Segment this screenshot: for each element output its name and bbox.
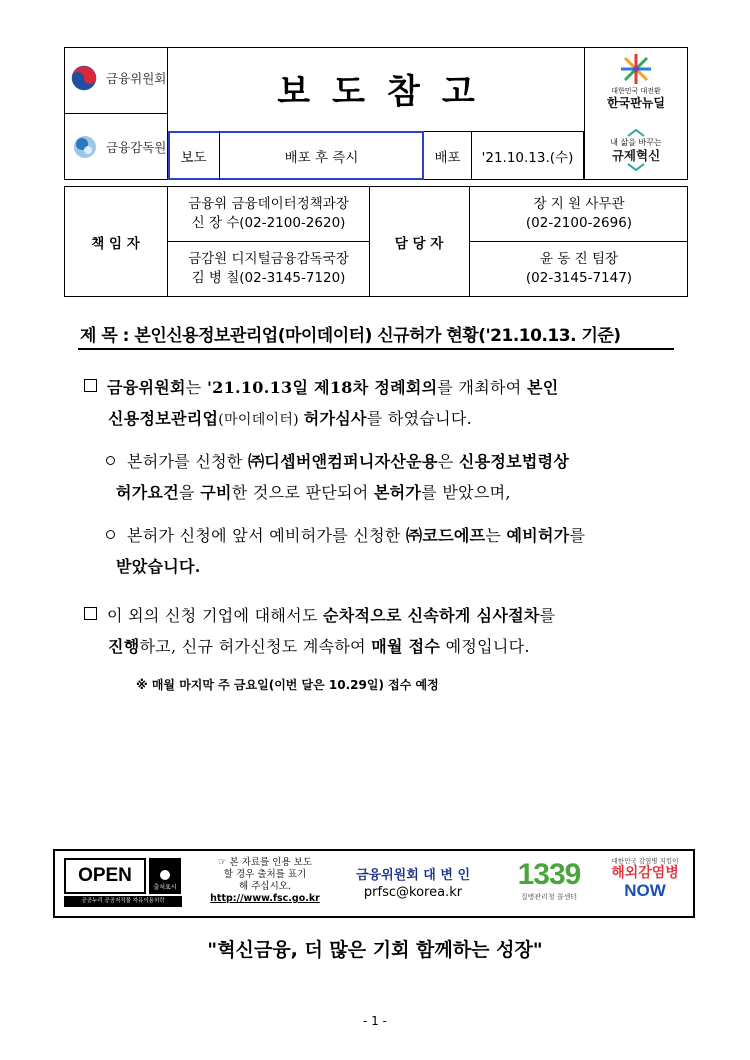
text: 를 받았으며,	[421, 483, 511, 502]
circle-bullet-icon	[106, 530, 115, 539]
text: 를 하였습니다.	[366, 409, 473, 428]
spokesman	[338, 864, 488, 900]
text: 하고, 신규 허가신청도 계속하여	[139, 637, 372, 656]
square-bullet-icon	[84, 379, 97, 392]
responsible-1	[168, 188, 369, 240]
bullet-1-line-1	[104, 446, 684, 477]
text-strong: 진행	[108, 637, 140, 656]
source-notice	[200, 857, 330, 905]
fss-logo-icon	[72, 134, 98, 160]
regulation-logo	[586, 128, 686, 178]
page-number: - 1 -	[363, 1014, 387, 1028]
new-deal-main: 한국판뉴딜	[607, 96, 665, 110]
text: 은	[437, 452, 459, 471]
overseas-main: 해외감염병	[611, 865, 679, 881]
open-sub: 공공누리 공공저작물 자유이용허락	[64, 896, 182, 907]
text-strong: 금융위원회	[107, 378, 186, 397]
circle-bullet-icon	[106, 456, 115, 465]
manager-label: 담 당 자	[394, 235, 444, 252]
source-line-3: 해 주십시오.	[239, 881, 291, 892]
bullet-2-line-1	[104, 520, 684, 551]
responsible-2-title: 금감원 디지털금융감독국장	[188, 251, 349, 267]
report-value: 배포 후 즉시	[284, 149, 359, 166]
open-logo	[64, 858, 184, 908]
bullet-2-line-2	[104, 551, 684, 582]
text: 를	[569, 526, 586, 545]
text-strong: 매월 접수	[371, 637, 441, 656]
divider	[64, 113, 168, 114]
text: 이 외의 신청 기업에 대해서도	[107, 606, 324, 625]
open-badge-label: 출처표시	[153, 884, 177, 891]
spokesman-label: 금융위원회 대 변 인	[355, 868, 471, 883]
manager-1-name: 장 지 원 사무관	[533, 196, 625, 212]
subject-underline	[78, 348, 674, 350]
text: 본허가 신청에 앞서 예비허가를 신청한	[127, 526, 407, 545]
paragraph-1-line-2	[84, 403, 684, 436]
text: (마이데이터)	[218, 412, 304, 428]
overseas-top: 대한민국 감염병 지킴이	[611, 857, 679, 865]
new-deal-star-icon	[619, 52, 653, 86]
text-strong: 신용정보법령상	[458, 452, 570, 471]
report-label: 보도	[180, 149, 207, 166]
regulation-main: 규제혁신	[611, 148, 661, 163]
text-strong: '21.10.13일 제18차 정례회의	[206, 378, 438, 397]
taegeuk-icon	[70, 64, 98, 92]
subject: 제 목 : 본인신용정보관리업(마이데이터) 신규허가 현황('21.10.13. 기준)	[80, 326, 621, 346]
new-deal-small: 대한민국 대전환	[611, 87, 661, 95]
hotline-logo	[505, 858, 593, 902]
manager-2	[470, 243, 688, 295]
text-strong: 신용정보관리업	[108, 409, 219, 428]
responsible-label: 책 임 자	[91, 235, 140, 252]
overseas-logo	[600, 856, 690, 900]
text: 본허가를 신청한	[127, 452, 249, 471]
org-fss-label: 금융감독원	[106, 140, 167, 155]
paragraph-1	[84, 372, 684, 436]
page-title: 보도참고	[277, 71, 497, 112]
distribute-value: '21.10.13.(수)	[481, 149, 574, 166]
text: 를 개최하여	[437, 378, 527, 397]
source-link[interactable]: http://www.fsc.go.kr	[210, 893, 320, 904]
manager-2-phone: (02-3145-7147)	[525, 270, 633, 286]
source-line-2: 할 경우 출처를 표기	[223, 869, 307, 880]
person-icon	[160, 870, 170, 880]
manager-1-phone: (02-2100-2696)	[525, 215, 633, 231]
overseas-now: NOW	[624, 881, 666, 900]
text-strong: 구비	[200, 483, 232, 502]
spokesman-email[interactable]: prfsc@korea.kr	[363, 885, 463, 900]
distribute-label: 배포	[434, 149, 461, 166]
open-logo-text: OPEN	[78, 865, 132, 886]
text-strong: 순차적으로 신속하게 심사절차	[323, 606, 540, 625]
bullet-1-line-2	[104, 477, 684, 508]
text-strong: 본인	[526, 378, 559, 397]
bullet-2	[104, 520, 684, 582]
text: 는	[185, 378, 207, 397]
manager-2-name: 윤 동 진 팀장	[539, 251, 619, 267]
responsible-1-title: 금융위 금융데이터정책과장	[188, 196, 349, 212]
text-strong: 받았습니다.	[116, 557, 201, 576]
open-badge	[149, 858, 181, 894]
regulation-arrow-icon	[626, 128, 646, 137]
note: ※ 매월 마지막 주 금요일(이번 달은 10.29일) 접수 예정	[136, 678, 439, 692]
text: 예정입니다.	[440, 637, 530, 656]
paragraph-1-line-1	[84, 372, 684, 403]
slogan: "혁신금융, 더 많은 기회 함께하는 성장"	[207, 938, 543, 961]
regulation-arrow-down-icon	[626, 163, 646, 171]
responsible-2-name: 김 병 칠(02-3145-7120)	[191, 270, 346, 286]
responsible-2	[168, 243, 369, 295]
square-bullet-icon	[84, 607, 97, 620]
text-strong: 본허가	[373, 483, 422, 502]
hotline-number: 1339	[517, 858, 581, 891]
new-deal-logo	[586, 50, 686, 116]
paragraph-2-line-2	[84, 631, 684, 662]
text-strong: ㈜디셉버앤컴퍼니자산운용	[248, 452, 438, 471]
paragraph-2-line-1	[84, 600, 684, 631]
text-strong: 예비허가	[506, 526, 570, 545]
open-logo-box	[64, 858, 146, 894]
text: 을	[179, 483, 201, 502]
text: 를	[539, 606, 556, 625]
text-strong: 허가요건	[116, 483, 180, 502]
text-strong: ㈜코드에프	[406, 526, 486, 545]
regulation-small: 내 삶을 바꾸는	[610, 138, 662, 147]
divider	[584, 47, 585, 180]
paragraph-2	[84, 600, 684, 662]
org-fss	[72, 133, 166, 161]
org-fsc	[70, 64, 166, 92]
bullet-1	[104, 446, 684, 508]
source-line-1: ☞ 본 자료를 인용 보도	[217, 857, 312, 868]
org-fsc-label: 금융위원회	[106, 71, 167, 86]
divider	[167, 241, 369, 242]
text-strong: 허가심사	[303, 409, 367, 428]
hotline-sub: 질병관리청 콜센터	[520, 893, 578, 901]
responsible-1-name: 신 장 수(02-2100-2620)	[191, 215, 346, 231]
text: 한 것으로 판단되어	[231, 483, 374, 502]
divider	[469, 241, 688, 242]
manager-1	[470, 188, 688, 240]
text: 는	[485, 526, 507, 545]
